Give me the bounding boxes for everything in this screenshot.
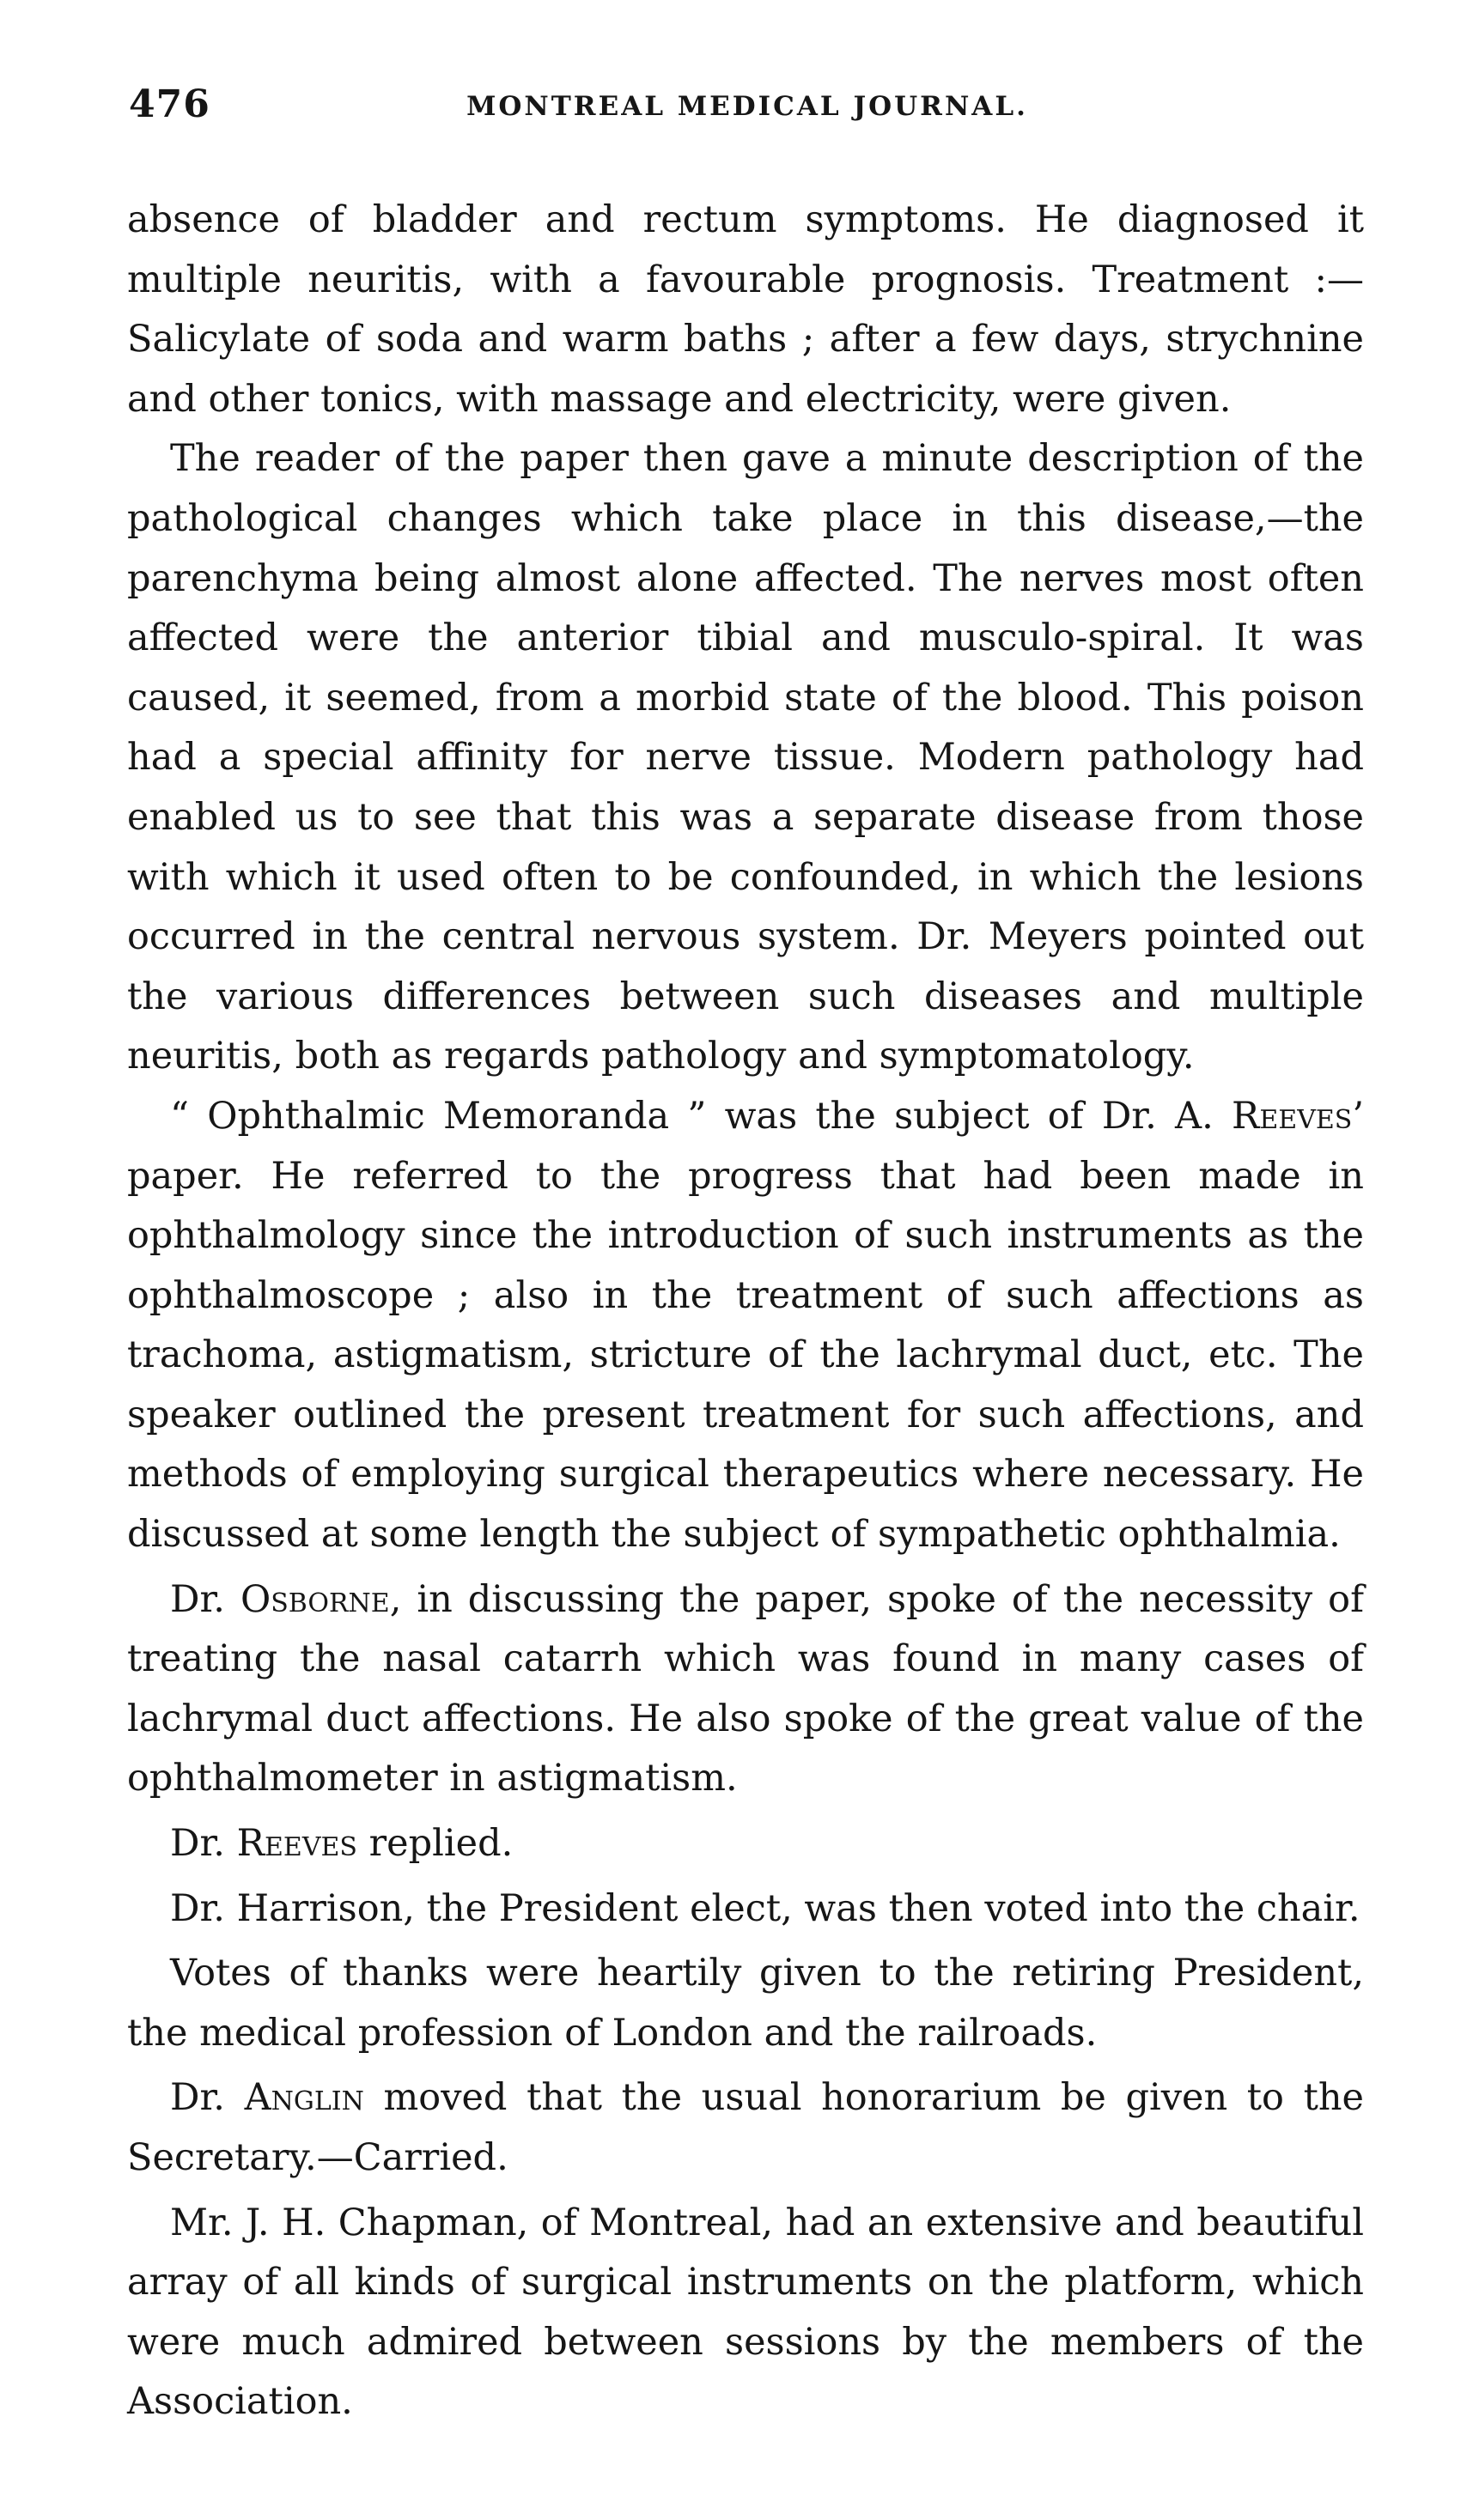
page-number: 476 <box>129 82 210 126</box>
speaker-name: Reeves <box>236 1822 357 1866</box>
paragraph-honorarium <box>127 2068 1364 2188</box>
paragraph-text: “ Ophthalmic Memoranda ” was the subject of Dr. A. <box>170 1094 1233 1138</box>
paragraph-text: Dr. <box>170 1577 240 1621</box>
speaker-name: Reeves <box>1232 1094 1353 1138</box>
paragraph-votes-of-thanks: Votes of thanks were heartily given to the retiring President, the medical profession of London and the railroads. <box>127 1952 1364 2055</box>
paragraph-president-elect: Dr. Harrison, the President elect, was then voted into the chair. <box>170 1886 1360 1930</box>
paragraph-reeves-reply <box>127 1814 1364 1874</box>
paragraph-text: moved that the usual honorarium be given to the Secretary.—Carried. <box>127 2076 1364 2179</box>
speaker-name: Osborne <box>240 1577 390 1621</box>
paragraph-instruments: Mr. J. H. Chapman, of Montreal, had an extensive and beautiful array of all kinds of surgical instruments on the platform, which were much admired between sessions by the members of the Association. <box>127 2201 1364 2424</box>
paragraph-continuation: absence of bladder and rectum symptoms. He diagnosed it multiple neuritis, with a favourable prognosis. Treatment :— Salicylate of soda and warm baths ; after a few days, strychnine and other tonics, with massage and electricity, were given. <box>127 198 1364 421</box>
paragraph-text: , in discussing the paper, spoke of the necessity of treating the nasal catarrh which was found in many cases of lachrymal duct affections. He also spoke of the great value of the ophthalmometer in astigmatism. <box>127 1577 1364 1800</box>
page-header <box>129 82 1366 143</box>
paragraph-text: Dr. <box>170 1822 237 1866</box>
paragraph-text: ’ paper. He referred to the progress that had been made in ophthalmology since the introduction of such instruments as the ophthalmoscope ; also in the treatment of such affections as trachoma, astigmatism, stricture of the lachrymal duct, etc. The speaker outlined the present treatment for such affections, and methods of employing surgical therapeutics where necessary. He discussed at some length the subject of sympathetic ophthalmia. <box>127 1094 1364 1557</box>
article-body <box>127 191 1364 2432</box>
paragraph-osborne-discussion <box>127 1570 1364 1809</box>
paragraph-text: replied. <box>356 1822 514 1866</box>
speaker-name: Anglin <box>244 2076 364 2120</box>
running-title: MONTREAL MEDICAL JOURNAL. <box>466 91 1028 122</box>
paragraph-text: Dr. <box>170 2076 245 2120</box>
paragraph-ophthalmic-memoranda <box>127 1087 1364 1565</box>
paragraph-pathology: The reader of the paper then gave a minute description of the pathological changes which take place in this disease,—the parenchyma being almost alone affected. The nerves most often affected were the anterior tibial and musculo-spiral. It was caused, it seemed, from a morbid state of the blood. This poison had a special affinity for nerve tissue. Modern pathology had enabled us to see that this was a separate disease from those with which it used often to be confounded, in which the lesions occurred in the central nervous system. Dr. Meyers pointed out the various differences between such diseases and multiple neuritis, both as regards pathology and symptomatology. <box>127 437 1364 1078</box>
